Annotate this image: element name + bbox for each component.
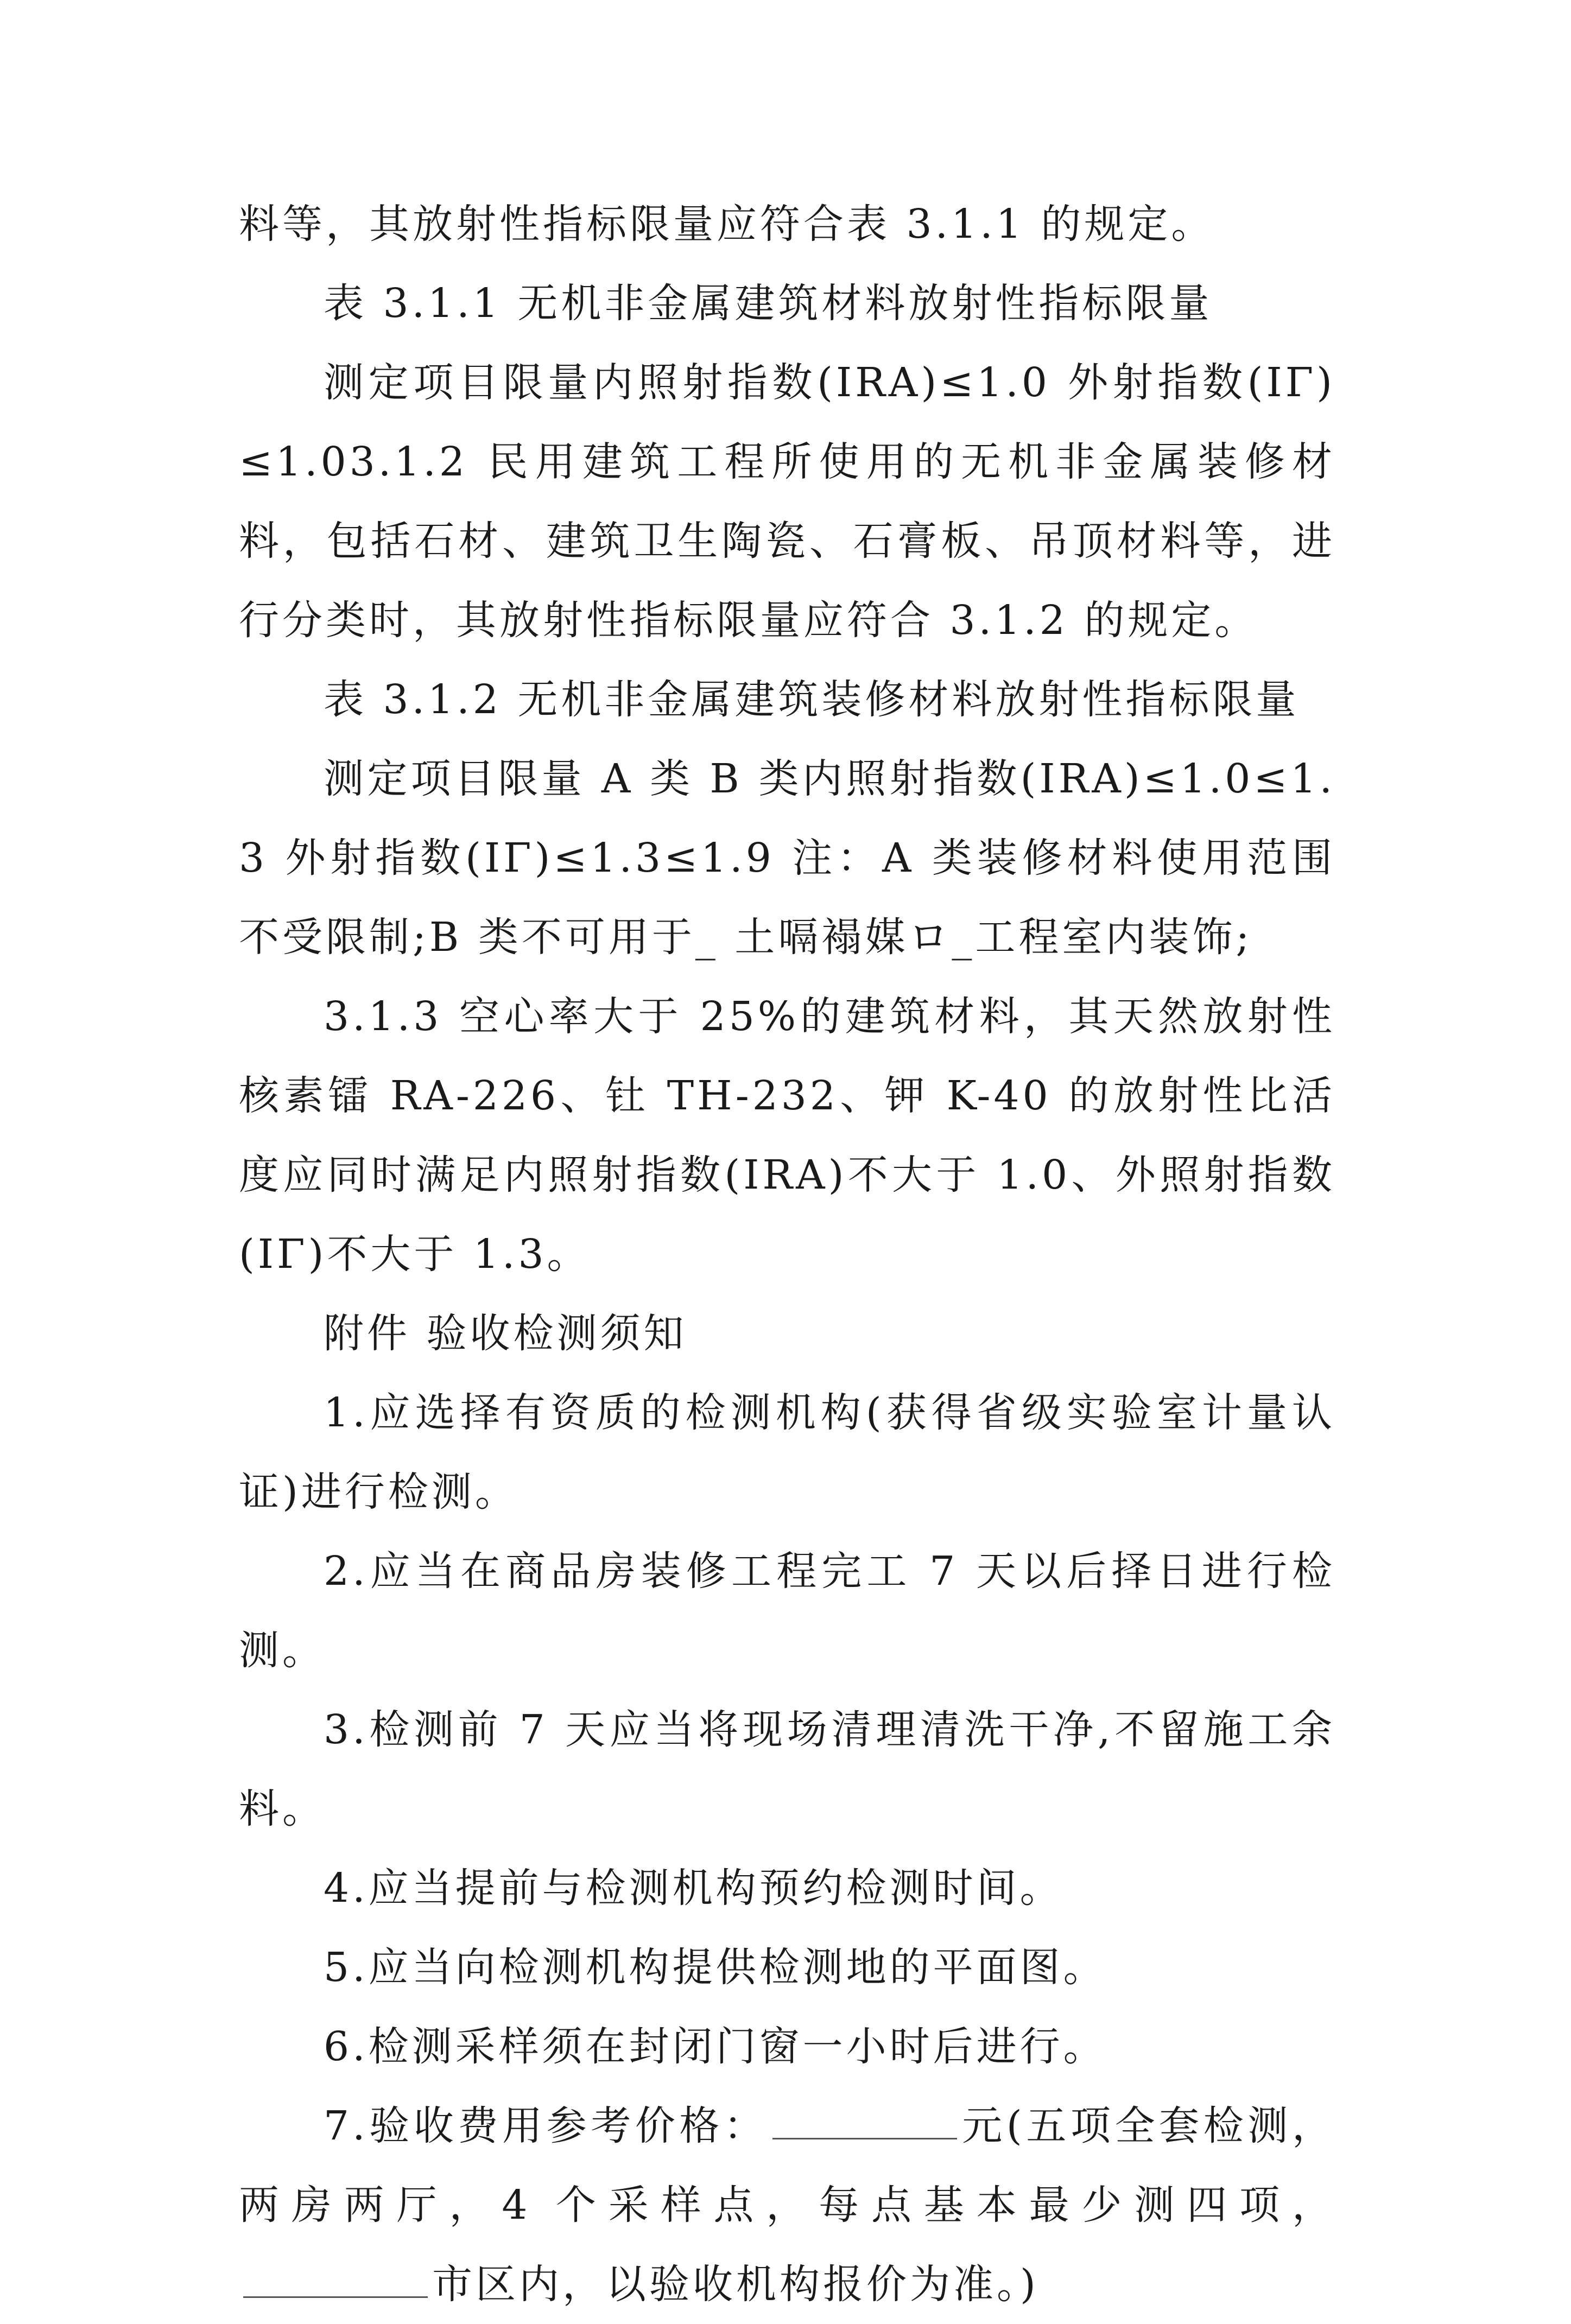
table-caption-3-1-2: 表 3.1.2 无机非金属建筑装修材料放射性指标限量 xyxy=(324,676,1300,723)
document-body xyxy=(239,185,1335,2324)
list-item-7-part-a: 7.验收费用参考价格： xyxy=(324,2103,768,2149)
list-item-7 xyxy=(239,2086,1335,2324)
list-item-3: 3.检测前 7 天应当将现场清理清洗干净,不留施工余料。 xyxy=(239,1706,1335,1832)
list-item-5: 5.应当向检测机构提供检测地的平面图。 xyxy=(324,1944,1107,1991)
list-item-7-part-c: 市区内，以验收机构报价为准。) xyxy=(432,2261,1039,2308)
paragraph-table-3-1-2-content: 测定项目限量 A 类 B 类内照射指数(IRA)≤1.0≤1.3 外射指数(IΓ)≤1.3≤1.9 注：A 类装修材料使用范围不受限制;B 类不可用于_ 土嗝褟媒ロ_工程室内装饰; xyxy=(239,755,1335,961)
city-blank-field xyxy=(243,2263,428,2298)
price-blank-field xyxy=(772,2104,957,2139)
list-item-1: 1.应选择有资质的检测机构(获得省级实验室计量认证)进行检测。 xyxy=(239,1389,1335,1515)
appendix-heading: 附件 验收检测须知 xyxy=(324,1310,687,1357)
paragraph-3-1-3: 3.1.3 空心率大于 25%的建筑材料，其天然放射性核素镭 RA-226、钍 TH-232、钾 K-40 的放射性比活度应同时满足内照射指数(IRA)不大于 1.0、外照射指数(IΓ)不大于 1.3。 xyxy=(239,993,1335,1278)
list-item-2: 2.应当在商品房装修工程完工 7 天以后择日进行检测。 xyxy=(239,1548,1335,1674)
paragraph-3-1-2: 测定项目限量内照射指数(IRA)≤1.0 外射指数(IΓ)≤1.03.1.2 民用建筑工程所使用的无机非金属装修材料，包括石材、建筑卫生陶瓷、石膏板、吊顶材料等，进行分类时，其放射性指标限量应符合 3.1.2 的规定。 xyxy=(239,359,1335,644)
table-caption-3-1-1: 表 3.1.1 无机非金属建筑材料放射性指标限量 xyxy=(324,280,1213,327)
list-item-6: 6.检测采样须在封闭门窗一小时后进行。 xyxy=(324,2023,1107,2070)
list-item-7-part-b: 元(五项全套检测，两房两厅，4 个采样点，每点基本最少测四项， xyxy=(239,2103,1335,2228)
list-item-4: 4.应当提前与检测机构预约检测时间。 xyxy=(324,1865,1063,1912)
paragraph-continuation: 料等，其放射性指标限量应符合表 3.1.1 的规定。 xyxy=(239,201,1215,247)
